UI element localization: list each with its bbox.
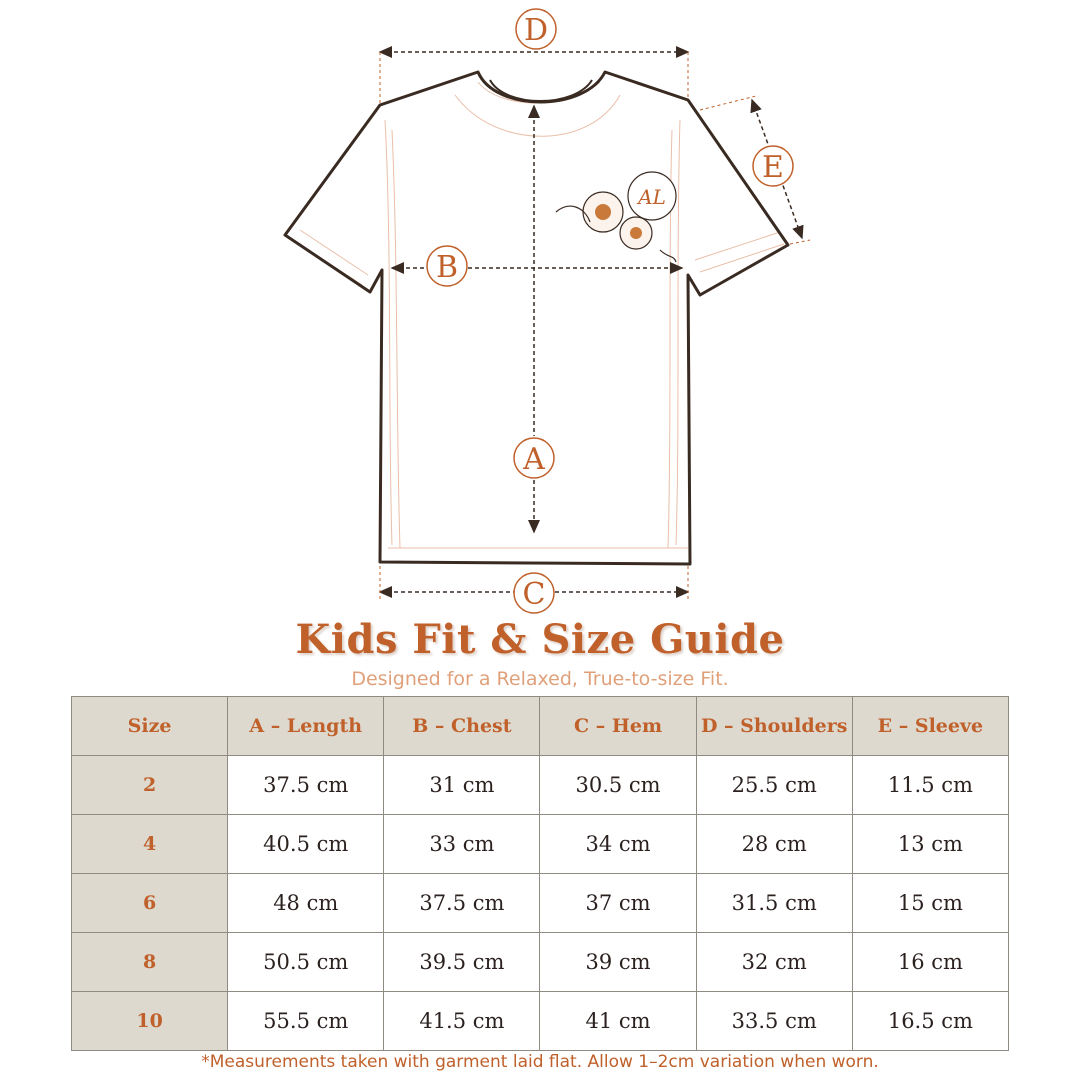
- label-d: D: [523, 13, 549, 48]
- sleeve-cell: 15 cm: [852, 874, 1008, 933]
- length-cell: 48 cm: [228, 874, 384, 933]
- length-cell: 50.5 cm: [228, 933, 384, 992]
- size-table: [71, 696, 1009, 1051]
- dimension-b-chest: [392, 246, 682, 286]
- hem-cell: 34 cm: [540, 815, 696, 874]
- length-cell: 55.5 cm: [228, 992, 384, 1051]
- sleeve-cell: 16.5 cm: [852, 992, 1008, 1051]
- table-row: [72, 874, 1009, 933]
- page-subtitle: Designed for a Relaxed, True-to-size Fit.: [351, 668, 729, 690]
- shoulders-cell: 28 cm: [696, 815, 852, 874]
- size-cell: 2: [72, 756, 228, 815]
- header-hem: C – Hem: [540, 697, 696, 756]
- length-cell: 40.5 cm: [228, 815, 384, 874]
- table-row: [72, 815, 1009, 874]
- shoulders-cell: 33.5 cm: [696, 992, 852, 1051]
- sleeve-cell: 11.5 cm: [852, 756, 1008, 815]
- table-header-row: [72, 697, 1009, 756]
- sketch-shading: [296, 82, 784, 548]
- header-size: Size: [72, 697, 228, 756]
- shoulders-cell: 32 cm: [696, 933, 852, 992]
- size-cell: 6: [72, 874, 228, 933]
- hem-cell: 41 cm: [540, 992, 696, 1051]
- header-length: A – Length: [228, 697, 384, 756]
- hem-cell: 30.5 cm: [540, 756, 696, 815]
- label-b: B: [435, 250, 459, 285]
- header-shoulders: D – Shoulders: [696, 697, 852, 756]
- shoulders-cell: 31.5 cm: [696, 874, 852, 933]
- hem-cell: 37 cm: [540, 874, 696, 933]
- size-cell: 8: [72, 933, 228, 992]
- measurement-footnote: *Measurements taken with garment laid flat. Allow 1–2cm variation when worn.: [201, 1052, 879, 1072]
- label-e: E: [762, 150, 784, 185]
- dimension-a-length: [514, 106, 554, 532]
- length-cell: 37.5 cm: [228, 756, 384, 815]
- table-row: [72, 933, 1009, 992]
- chest-cell: 39.5 cm: [384, 933, 540, 992]
- shoulders-cell: 25.5 cm: [696, 756, 852, 815]
- header-sleeve: E – Sleeve: [852, 697, 1008, 756]
- chest-cell: 31 cm: [384, 756, 540, 815]
- label-c: C: [522, 577, 546, 612]
- sleeve-cell: 16 cm: [852, 933, 1008, 992]
- size-cell: 10: [72, 992, 228, 1051]
- tshirt-outline: [285, 72, 788, 564]
- sunflower-logo: [556, 172, 676, 262]
- chest-cell: 41.5 cm: [384, 992, 540, 1051]
- dimension-c-hem: [380, 566, 688, 613]
- collar-inner: [490, 80, 592, 101]
- label-a: A: [523, 442, 545, 477]
- table-row: [72, 992, 1009, 1051]
- sleeve-cell: 13 cm: [852, 815, 1008, 874]
- dimension-e-sleeve: [700, 96, 810, 244]
- table-row: [72, 756, 1009, 815]
- chest-cell: 33 cm: [384, 815, 540, 874]
- chest-cell: 37.5 cm: [384, 874, 540, 933]
- logo-monogram: AL: [638, 185, 666, 209]
- header-chest: B – Chest: [384, 697, 540, 756]
- hem-cell: 39 cm: [540, 933, 696, 992]
- page-title: Kids Fit & Size Guide: [295, 616, 785, 663]
- size-cell: 4: [72, 815, 228, 874]
